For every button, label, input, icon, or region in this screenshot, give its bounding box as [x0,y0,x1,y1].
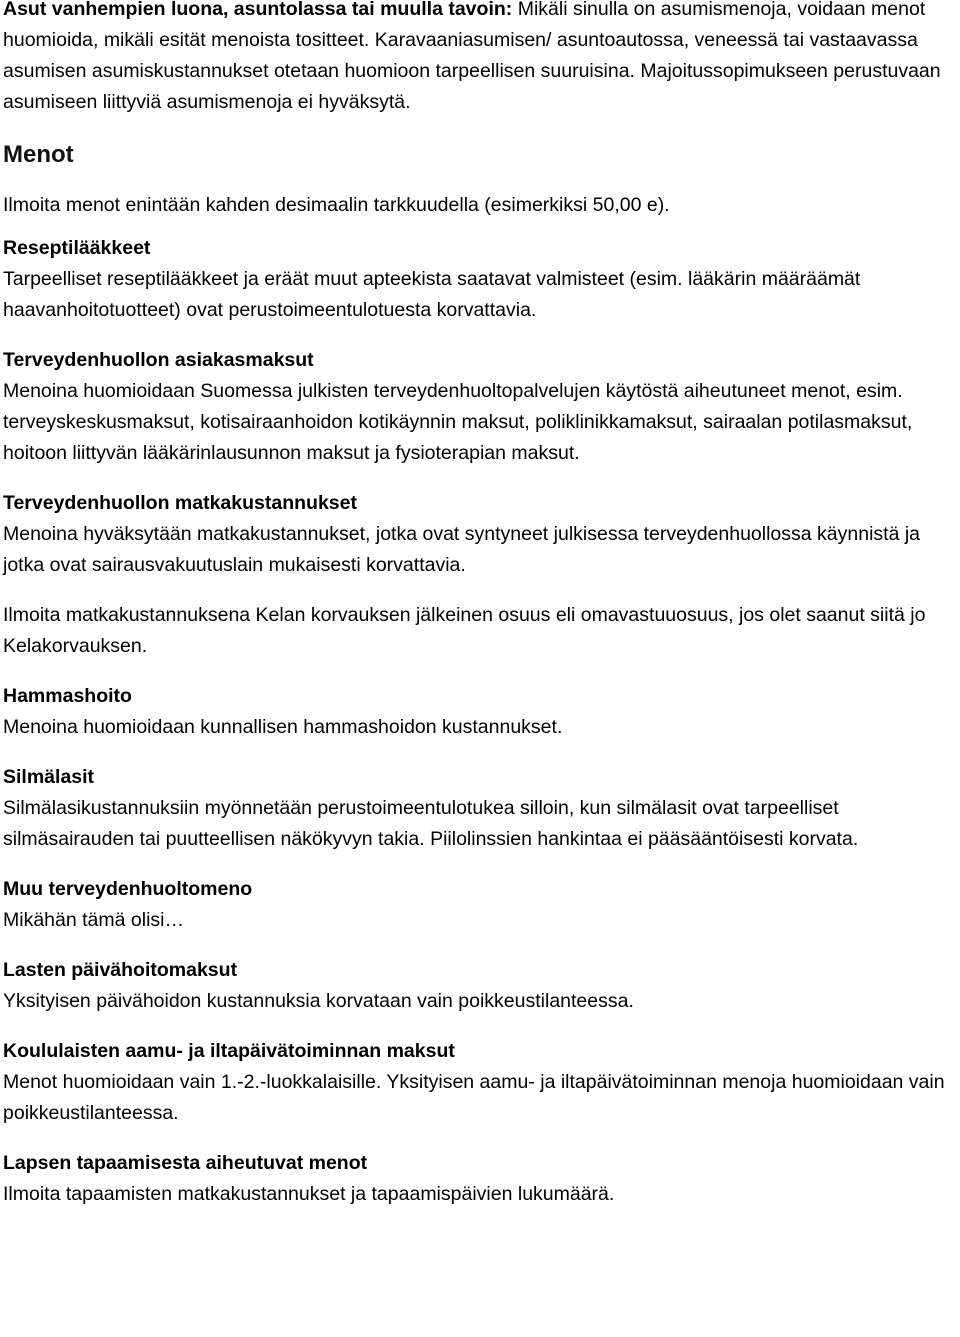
section-text-matkakustannukset: Menoina hyväksytään matkakustannukset, jotka ovat syntyneet julkisessa terveydenhuollossa käynnistä ja jotka ovat sairausvakuutuslain mukaisesti korvattavia. [3,523,921,576]
section-text-hammashoito: Menoina huomioidaan kunnallisen hammashoidon kustannukset. [3,716,563,738]
section-heading-tapaamismenot: Lapsen tapaamisesta aiheutuvat menot [3,1152,368,1174]
section-heading-matkakustannukset: Terveydenhuollon matkakustannukset [3,492,357,514]
section-heading-muu-terveydenhuoltomeno: Muu terveydenhuoltomeno [3,878,253,900]
section-text-paivahoitomaksut: Yksityisen päivähoidon kustannuksia korvataan vain poikkeustilanteessa. [3,990,634,1012]
section-text-asiakasmaksut: Menoina huomioidaan Suomessa julkisten terveydenhuoltopalvelujen käytöstä aiheutuneet menot, esim. terveyskeskusmaksut, kotisairaanhoidon kotikäynnin maksut, poliklinikkamaksut, sairaalan potilasmaksut, hoitoon liittyvän lääkärinlausunnon maksut ja fysioterapian maksut. [3,380,913,464]
section-text-muu-terveydenhuoltomeno: Mikähän tämä olisi… [3,909,184,931]
section-heading-silmalasit: Silmälasit [3,766,95,788]
section-text-iltapaivatoiminta: Menot huomioidaan vain 1.-2.-luokkalaisille. Yksityisen aamu- ja iltapäivätoiminnan menoja huomioidaan vain poikkeustilanteessa. [3,1071,945,1124]
section-heading-reseptilaakkeet: Reseptilääkkeet [3,237,151,259]
section-heading-iltapaivatoiminta: Koululaisten aamu- ja iltapäivätoiminnan maksut [3,1040,455,1062]
section-heading-hammashoito: Hammashoito [3,685,132,707]
section-text-tapaamismenot: Ilmoita tapaamisten matkakustannukset ja tapaamispäivien lukumäärä. [3,1183,615,1205]
section-text-matkakustannukset-2: Ilmoita matkakustannuksena Kelan korvauksen jälkeinen osuus eli omavastuuosuus, jos olet saanut siitä jo Kelakorvauksen. [3,604,926,657]
intro-text: Mikäli sinulla on asumismenoja, voidaan menot huomioida, mikäli esität menoista tositteet. Karavaaniasumisen/ asuntoautossa, veneessä tai vastaavassa asumisen asumiskustannukset otetaan huomioon tarpeellisen suuruisina. Majoitussopimukseen perustuvaan asumiseen liittyviä asumismenoja ei hyväksytä. [3,0,941,113]
intro-paragraph [3,0,960,118]
menot-text: Ilmoita menot enintään kahden desimaalin tarkkuudella (esimerkiksi 50,00 e). [3,194,670,216]
section-heading-paivahoitomaksut: Lasten päivähoitomaksut [3,959,238,981]
section-text-silmalasit: Silmälasikustannuksiin myönnetään perustoimeentulotukea silloin, kun silmälasit ovat tarpeelliset silmäsairauden tai puutteellisen näkökyvyn takia. Piilolinssien hankintaa ei pääsääntöisesti korvata. [3,797,859,850]
intro-heading: Asut vanhempien luona, asuntolassa tai muulla tavoin: [3,0,513,20]
section-text-reseptilaakkeet: Tarpeelliset reseptilääkkeet ja eräät muut apteekista saatavat valmisteet (esim. lääkärin määräämät haavanhoitotuotteet) ovat perustoimeentulotuesta korvattavia. [3,268,861,321]
menot-title: Menot [3,141,74,168]
section-heading-asiakasmaksut: Terveydenhuollon asiakasmaksut [3,349,314,371]
